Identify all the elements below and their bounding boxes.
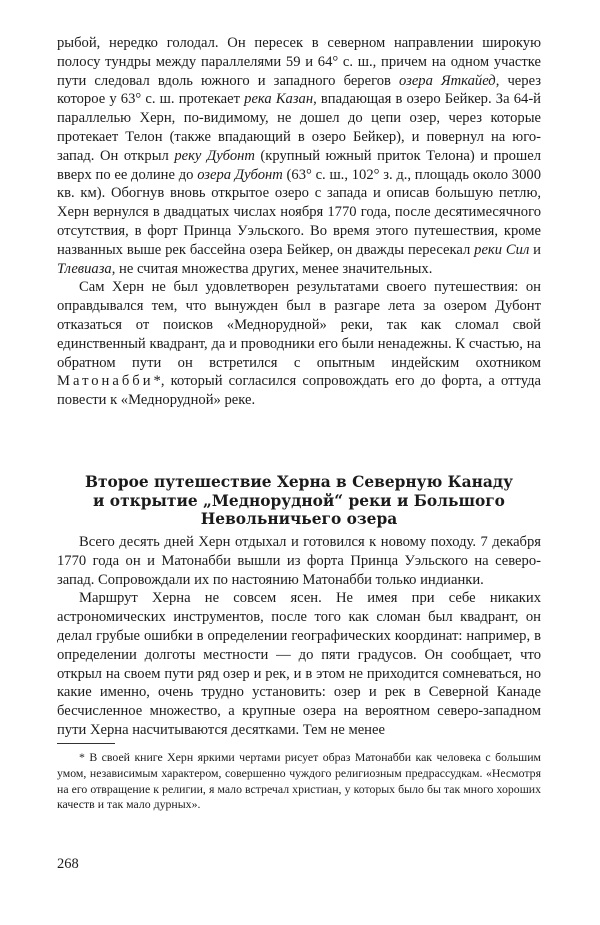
place-name: озера Дубонт (197, 166, 283, 183)
paragraph-3: Всего десять дней Херн отдыхал и готовился к новому походу. 7 декабря 1770 года он и Матонабби вышли из форта Принца Уэльского на северо-запад. Сопровождали их по настоянию Матонабби только индианки. (57, 534, 541, 588)
place-name: Тлевиаза (57, 260, 112, 277)
paragraph-4: Маршрут Херна не совсем ясен. Не имея при себе никаких астрономических инструментов, после того как сломан был квадрант, он делал грубые ошибки в определении географических координат: например, в определении долготы местности — до пяти градусов. Он сообщает, что открыл на своем пути ряд озер и рек, и в этом не приходится сомневаться, но какие именно, очень трудно установить: озер и рек в Северной Канаде бесчисленное множество, а крупные озера на вероятном северо-западном пути Херна насчитываются десятками. Тем не менее (57, 590, 541, 738)
person-name: Матонабби (57, 373, 154, 390)
main-text-top (57, 34, 541, 410)
footnote-divider (57, 743, 115, 744)
place-name: река Казан (244, 91, 314, 108)
place-name: реки Сил (474, 241, 530, 258)
footnote: * В своей книге Херн яркими чертами рисует образ Матонабби как человека с большим умом, независимым характером, совершенно чуждого религиозным предрассудкам. «Несмотря на его отвращение к религии, я мало встречал христиан, у которых было бы так много хороших качеств и так мало дурных». (57, 750, 541, 812)
main-text-bottom (57, 533, 541, 740)
page-number: 268 (57, 856, 79, 872)
place-name: озера Яткайед (399, 72, 496, 89)
place-name: реку Дубонт (174, 147, 255, 164)
paragraph-2: Сам Херн не был удовлетворен результатами своего путешествия: он оправдывался тем, что вынужден был в разгаре лета за озером Дубонт отказаться от поисков «Меднорудной» реки, так как сломал свой единственный квадрант, да и проводники его были ненадежны. К счастью, на обратном пути он встретился с опытным индейским охотником Матонабби*, который согласился сопровождать его до форта, а оттуда повести к «Меднорудной» реке. (57, 279, 541, 409)
paragraph-1: рыбой, нередко голодал. Он пересек в северном направлении широкую полосу тундры между параллелями 59 и 64° с. ш., причем на одном участке пути следовал вдоль южного и западного берегов озера Яткайед, через которое у 63° с. ш. протекает река Казан, впадающая в озеро Бейкер. За 64-й параллелью Херн, по-видимому, не дошел до цепи озер, через которые протекает Телон (также впадающий в озеро Бейкер), и повернул на юго-запад. Он открыл реку Дубонт (крупный южный приток Телона) и прошел вверх по ее долине до озера Дубонт (63° с. ш., 102° з. д., площадь около 3000 кв. км). Обогнув вновь открытое озеро с запада и описав большую петлю, Херн вернулся в двадцатых числах ноября 1770 года, после десятимесячного отсутствия, в форт Принца Уэльского. Во время этого путешествия, кроме названных выше рек бассейна озера Бейкер, он дважды пересекал реки Сил и Тлевиаза, не считая множества других, менее значительных. (57, 35, 541, 277)
section-heading: Второе путешествие Херна в Северную Канаду и открытие „Меднорудной“ реки и Большого Невольничьего озера (85, 473, 513, 528)
